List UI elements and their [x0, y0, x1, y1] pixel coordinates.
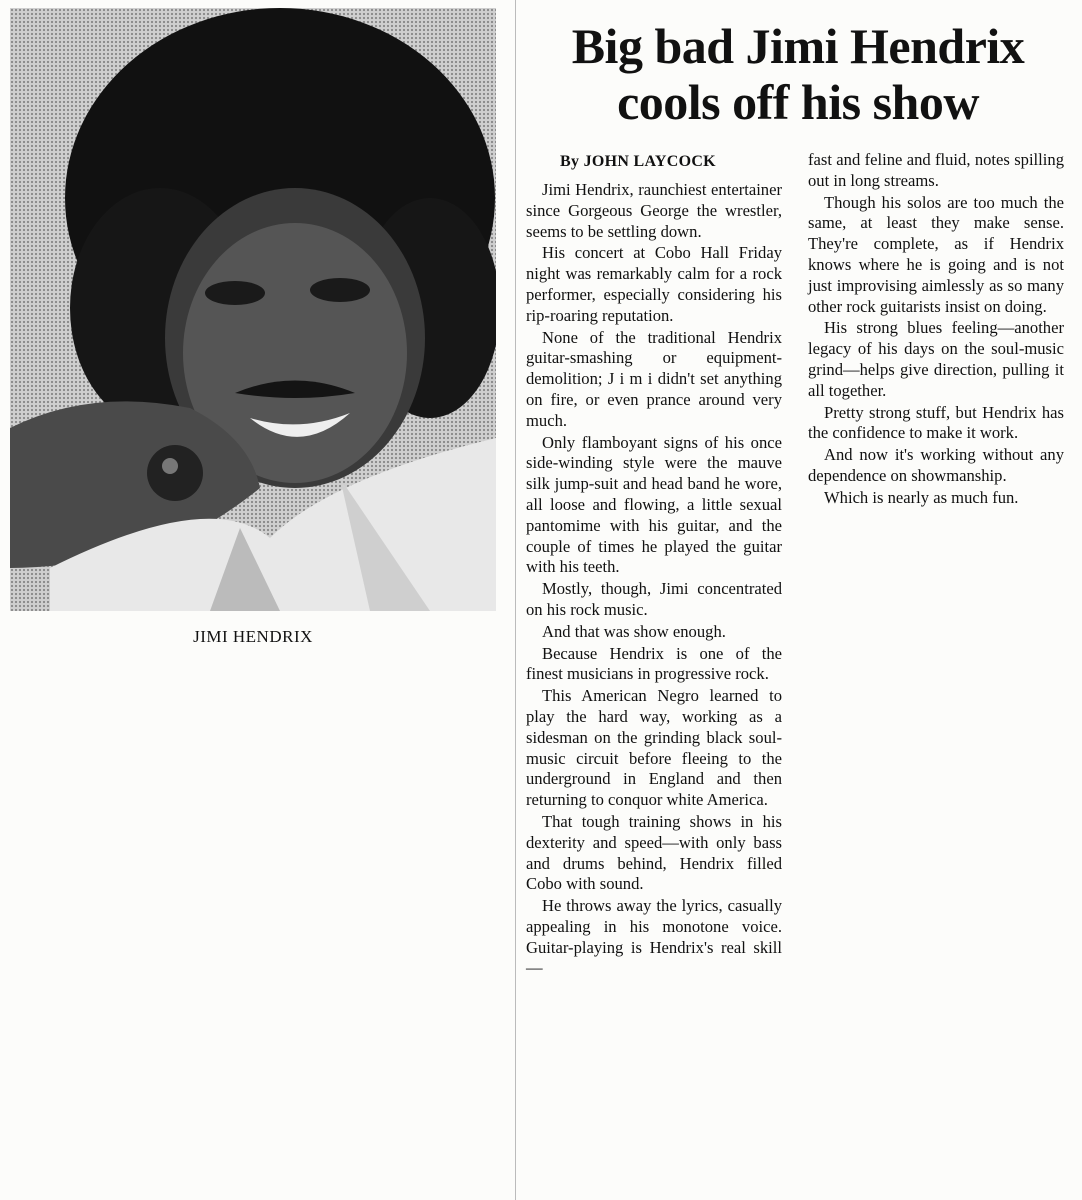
paragraph: None of the traditional Hendrix guitar-smashing or equipment-demolition; J i m i didn't set anything on fire, or even prance around very much. [526, 327, 782, 430]
article-column-1 [526, 180, 782, 980]
portrait-photo [10, 8, 496, 611]
paragraph: Jimi Hendrix, raunchiest entertainer since Gorgeous George the wrestler, seems to be settling down. [526, 180, 782, 241]
byline: By JOHN LAYCOCK [560, 153, 716, 170]
portrait-illustration [10, 8, 496, 611]
column-rule [515, 0, 516, 1200]
headline: Big bad Jimi Hendrix cools off his show [571, 18, 1025, 130]
paragraph: Mostly, though, Jimi concentrated on his rock music. [526, 579, 782, 619]
paragraph: His concert at Cobo Hall Friday night was remarkably calm for a rock performer, especially considering his rip-roaring reputation. [526, 243, 782, 325]
paragraph: This American Negro learned to play the hard way, working as a sidesman on the grinding black soul-music circuit before fleeing to the underground in England and then returning to conquor white America. [526, 686, 782, 810]
paragraph: Though his solos are too much the same, at least they make sense. They're complete, as if Hendrix knows where he is going and is not just improvising aimlessly as so many other rock guitarists insist on doing. [808, 192, 1064, 316]
paragraph: Pretty strong stuff, but Hendrix has the confidence to make it work. [808, 402, 1064, 443]
paragraph: And that was show enough. [542, 621, 726, 641]
article-column-2 [808, 150, 1064, 510]
paragraph: That tough training shows in his dexterity and speed—with only bass and drums behind, Hendrix filled Cobo with sound. [526, 811, 782, 894]
paragraph: His strong blues feeling—another legacy of his days on the soul-music grind—helps give direction, pulling it all together. [808, 318, 1064, 400]
paragraph: He throws away the lyrics, casually appealing in his monotone voice. Guitar-playing is Hendrix's real skill— [526, 896, 782, 978]
paragraph-continued: fast and feline and fluid, notes spilling out in long streams. [808, 150, 1064, 190]
paragraph: Because Hendrix is one of the finest musicians in progressive rock. [526, 643, 782, 684]
paragraph: And now it's working without any dependence on showmanship. [808, 445, 1064, 485]
paragraph: Which is nearly as much fun. [824, 487, 1019, 507]
photo-caption: JIMI HENDRIX [193, 627, 313, 646]
paragraph: Only flamboyant signs of his once side-winding style were the mauve silk jump-suit and head band he wore, all loose and flowing, a little sexual pantomime with his guitar, and the couple of times he played the guitar with his teeth. [526, 432, 782, 577]
